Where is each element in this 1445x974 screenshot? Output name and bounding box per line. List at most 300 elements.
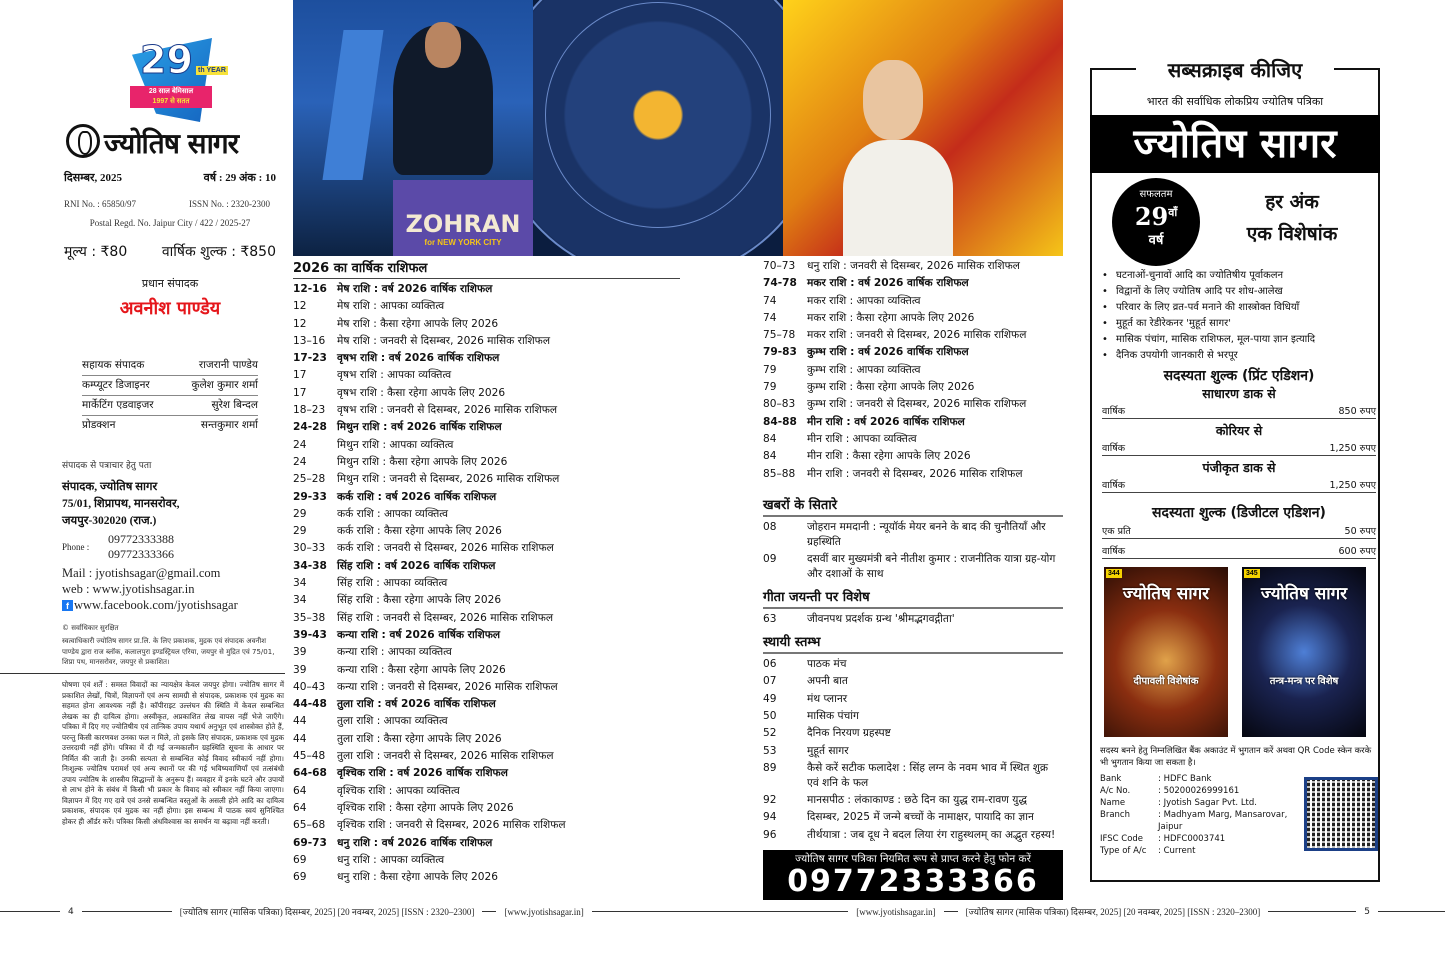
bank-row — [1100, 809, 1300, 833]
zodiac-wheel-icon — [533, 0, 783, 256]
toc-title: मकर राशि : आपका व्यक्तित्व — [807, 294, 921, 307]
toc-section-heading: गीता जयन्ती पर विशेष — [763, 583, 1063, 609]
toc-page-number: 17 — [293, 386, 307, 399]
toc-title: सिंह राशि : जनवरी से दिसम्बर, 2026 मासिक राशिफल — [337, 611, 554, 624]
toc-entry[interactable] — [293, 367, 680, 384]
toc-title: तुला राशि : वर्ष 2026 वार्षिक राशिफल — [337, 698, 496, 711]
toc-page-number: 69 — [293, 853, 307, 866]
toc-title: मेष राशि : कैसा रहेगा आपके लिए 2026 — [337, 317, 499, 330]
toc-page-number: 12 — [293, 300, 307, 313]
footer-left-web[interactable]: [www.jyotishsagar.in] — [504, 906, 584, 917]
toc-list — [763, 258, 1063, 483]
toc-title: मीन राशि : वर्ष 2026 वार्षिक राशिफल — [807, 415, 965, 428]
toc-entry[interactable] — [293, 592, 680, 609]
toc-page-number: 24 — [293, 438, 307, 451]
payment-note: सदस्य बनने हेतु निम्नलिखित बैंक अकाउंट में भुगतान करें अथवा QR Code स्केन करके भी भुगतान किया जा सकता है। — [1100, 746, 1372, 768]
toc-page-number: 69 — [293, 871, 307, 884]
bank-field-label: Bank — [1100, 774, 1122, 784]
bank-field-label: Branch — [1100, 810, 1130, 820]
toc-page-number: 69-73 — [293, 836, 327, 849]
toc-entry[interactable] — [763, 414, 1063, 431]
toc-title: मीन राशि : आपका व्यक्तित्व — [807, 432, 917, 445]
fee-price: 50 रुपए — [1344, 526, 1376, 537]
toc-page-number: 34 — [293, 577, 307, 590]
toc-entry[interactable] — [763, 327, 1063, 344]
toc-entry[interactable] — [763, 673, 1063, 690]
toc-entry[interactable] — [763, 792, 1063, 809]
divider — [1378, 911, 1445, 912]
bank-field-label: Type of A/c — [1100, 846, 1147, 856]
postal-registration: Postal Regd. No. Jaipur City / 422 / 2025-27 — [89, 218, 251, 228]
magazine-cover[interactable] — [1104, 567, 1228, 737]
toc-page-number: 74-78 — [763, 277, 797, 290]
toc-page-number: 64 — [293, 801, 307, 814]
address-line: संपादक, ज्योतिष सागर — [62, 481, 158, 493]
toc-title: मुहूर्त सागर — [807, 744, 849, 757]
toc-page-number: 70–73 — [763, 260, 796, 272]
page-number-left: 4 — [68, 906, 74, 917]
toc-page-number: 84 — [763, 450, 777, 463]
bank-field-value: : Current — [1158, 846, 1196, 856]
toc-page-number: 08 — [763, 520, 777, 533]
toc-title: सिंह राशि : कैसा रहेगा आपके लिए 2026 — [337, 594, 502, 607]
staff-role: प्रोडक्शन — [82, 419, 116, 431]
toc-page-number: 35–38 — [293, 611, 326, 624]
toc-page-number: 49 — [763, 692, 777, 705]
toc-title: कन्या राशि : वर्ष 2026 वार्षिक राशिफल — [337, 628, 501, 641]
toc-page-number: 53 — [763, 744, 777, 757]
toc-entry[interactable] — [293, 437, 680, 454]
toc-entry[interactable] — [293, 575, 680, 592]
feature-item: • घटनाओं-चुनावों आदि का ज्योतिषीय पूर्वाकलन — [1102, 268, 1377, 284]
address-heading: संपादक से पत्राचार हेतु पता — [62, 461, 152, 471]
toc-section — [763, 491, 1063, 583]
contact-block — [62, 532, 284, 613]
toc-title: अपनी बात — [807, 675, 848, 688]
toc-page-number: 17-23 — [293, 352, 327, 365]
divider — [82, 911, 172, 912]
toc-entry[interactable] — [763, 551, 1063, 583]
toc-page-number: 74 — [763, 311, 777, 324]
toc-title: मकर राशि : कैसा रहेगा आपके लिए 2026 — [807, 311, 975, 324]
toc-entry[interactable] — [763, 258, 1063, 275]
staff-row — [82, 396, 258, 416]
toc-page-number: 06 — [763, 658, 777, 671]
toc-entry[interactable] — [293, 523, 680, 540]
toc-entry[interactable] — [293, 506, 680, 523]
registration-info — [64, 199, 270, 209]
toc-entry[interactable] — [763, 448, 1063, 465]
toc-title: कुम्भ राशि : आपका व्यक्तित्व — [807, 363, 921, 376]
phone-label: Phone : — [62, 542, 90, 552]
toc-page-number: 84-88 — [763, 415, 797, 428]
toc-page-number: 13–16 — [293, 334, 326, 347]
qr-code[interactable] — [1304, 777, 1378, 851]
toc-page-number: 92 — [763, 793, 777, 806]
issue-date: दिसम्बर, 2025 — [64, 172, 122, 184]
anniversary-since: 1997 से सतत — [152, 98, 190, 105]
anniversary-badge — [126, 38, 236, 122]
toc-section — [763, 628, 1063, 844]
toc-entry[interactable] — [763, 725, 1063, 742]
circle-number: 29 — [1134, 202, 1169, 231]
toc-entry[interactable] — [293, 350, 680, 367]
digital-fee-heading: सदस्यता शुल्क (डिजीटल एडिशन) — [1152, 505, 1326, 521]
photo-zodiac-wheel — [533, 0, 783, 256]
toc-entry[interactable] — [293, 610, 680, 627]
circle-suffix: वाँ — [1168, 206, 1178, 219]
bank-row — [1100, 797, 1300, 809]
slogan-line: एक विशेषांक — [1246, 223, 1338, 245]
toc-page-number: 29 — [293, 525, 307, 538]
campaign-sign — [393, 180, 533, 256]
toc-page-number: 84 — [763, 432, 777, 445]
anniversary-year — [196, 66, 228, 75]
slogan — [1212, 186, 1372, 250]
toc-entry[interactable] — [763, 396, 1063, 413]
toc-section-heading: स्थायी स्तम्भ — [763, 628, 1063, 654]
toc-page-number: 65–68 — [293, 819, 326, 832]
toc-title: वृश्चिक राशि : कैसा रहेगा आपके लिए 2026 — [337, 801, 514, 814]
delivery-mode: कोरियर से — [1215, 423, 1263, 438]
toc-title: पाठक मंच — [807, 658, 847, 671]
toc-entry[interactable] — [293, 696, 680, 713]
toc-section — [763, 583, 1063, 628]
fee-row — [1102, 402, 1376, 419]
toc-entry[interactable] — [293, 489, 680, 506]
copyright-label: © सर्वाधिकार सुरक्षित — [62, 624, 119, 632]
toc-entry[interactable] — [763, 827, 1063, 844]
cover-issue-number: 344 — [1108, 570, 1120, 577]
logo-text: ज्योतिष सागर — [104, 127, 239, 160]
toc-title: धनु राशि : कैसा रहेगा आपके लिए 2026 — [337, 871, 498, 884]
toc-title: कन्या राशि : जनवरी से दिसम्बर, 2026 मासिक राशिफल — [337, 680, 558, 693]
bank-row — [1100, 845, 1300, 857]
fee-price: 1,250 रुपए — [1329, 480, 1376, 491]
toc-entry[interactable] — [293, 748, 680, 765]
cover-title: ज्योतिष सागर — [1260, 584, 1348, 604]
toc-entry[interactable] — [763, 691, 1063, 708]
toc-page-number: 74 — [763, 294, 777, 307]
annual-fee: वार्षिक शुल्क : ₹850 — [161, 244, 276, 260]
circle-top-text: सफलतम — [1139, 189, 1173, 200]
toc-title: जोहरान ममदानी : न्यूयॉर्क मेयर बनने के बाद की चुनौतियाँ और ग्रहस्थिति — [807, 520, 1046, 548]
toc-entry[interactable] — [293, 852, 680, 869]
toc-page-number: 30–33 — [293, 542, 326, 555]
toc-entry[interactable] — [293, 869, 680, 886]
bank-field-value: : Jyotish Sagar Pvt. Ltd. — [1158, 798, 1257, 808]
toc-list — [763, 519, 1063, 583]
toc-list — [763, 656, 1063, 844]
fee-label: वार्षिक — [1102, 480, 1125, 491]
anniversary-number: 29 — [140, 38, 193, 82]
toc-title: वृश्चिक राशि : जनवरी से दिसम्बर, 2026 मासिक राशिफल — [337, 819, 566, 832]
toc-page-number: 07 — [763, 675, 777, 688]
toc-entry[interactable] — [293, 731, 680, 748]
toc-entry[interactable] — [763, 743, 1063, 760]
toc-page-number: 29 — [293, 507, 307, 520]
toc-page-number: 79 — [763, 381, 777, 394]
bank-field-label: Name — [1100, 798, 1126, 808]
toc-title: वृषभ राशि : वर्ष 2026 वार्षिक राशिफल — [337, 352, 500, 365]
issn-number: ISSN No. : 2320-2300 — [188, 199, 270, 209]
toc-entry[interactable] — [763, 431, 1063, 448]
email-link[interactable]: Mail : jyotishsagar@gmail.com — [62, 566, 221, 580]
toc-entry[interactable] — [763, 275, 1063, 292]
toc-entry[interactable] — [293, 800, 680, 817]
toc-title: कर्क राशि : आपका व्यक्तित्व — [337, 507, 448, 520]
phone-number[interactable]: 09772333366 — [108, 547, 174, 561]
subscription-box — [1090, 58, 1380, 882]
toc-entry[interactable] — [293, 765, 680, 782]
toc-entry[interactable] — [763, 708, 1063, 725]
toc-entry[interactable] — [293, 627, 680, 644]
bank-field-label: IFSC Code — [1100, 834, 1144, 844]
toc-title: कन्या राशि : कैसा रहेगा आपके लिए 2026 — [337, 663, 506, 676]
flag — [322, 30, 383, 180]
toc-page-number: 85–88 — [763, 467, 796, 480]
fee-row — [1102, 542, 1376, 559]
toc-title: मंथ प्लानर — [807, 692, 848, 705]
toc-entry[interactable] — [763, 344, 1063, 361]
staff-role: कम्प्यूटर डिजाइनर — [82, 379, 150, 391]
toc-page-number: 39 — [293, 663, 307, 676]
subscription-details — [1102, 268, 1377, 857]
toc-page-number: 09 — [763, 552, 777, 565]
staff-list — [82, 356, 258, 435]
toc-page-number: 44-48 — [293, 698, 327, 711]
issue-price: मूल्य : ₹80 — [64, 244, 128, 260]
toc-entry[interactable] — [763, 656, 1063, 673]
fee-row — [1102, 476, 1376, 493]
toc-entry[interactable] — [293, 281, 680, 298]
toc-section-heading: खबरों के सितारे — [763, 491, 1063, 517]
footer-left-text: [ज्योतिष सागर (मासिक पत्रिका) दिसम्बर, 2025] [20 नवम्बर, 2025] [ISSN : 2320–2300] — [179, 907, 475, 917]
subscribe-tagline: भारत की सर्वाधिक लोकप्रिय ज्योतिष पत्रिका — [1146, 95, 1324, 108]
divider — [0, 911, 60, 912]
toc-entry[interactable] — [293, 817, 680, 834]
toc-page-number: 18–23 — [293, 404, 326, 417]
facebook-link[interactable]: www.facebook.com/jyotishsagar — [74, 598, 238, 612]
toc-title: मेष राशि : वर्ष 2026 वार्षिक राशिफल — [337, 283, 493, 295]
bank-field-label: A/c No. — [1100, 786, 1131, 796]
toc-title: मिथुन राशि : वर्ष 2026 वार्षिक राशिफल — [337, 421, 502, 434]
bank-row — [1100, 833, 1300, 845]
toc-title: सिंह राशि : आपका व्यक्तित्व — [337, 577, 448, 590]
toc-page-number: 39 — [293, 646, 307, 659]
toc-page-number: 79-83 — [763, 346, 797, 359]
toc-title: मिथुन राशि : आपका व्यक्तित्व — [337, 438, 454, 451]
toc-page-number: 79 — [763, 363, 777, 376]
toc-entry[interactable] — [763, 760, 1063, 792]
toc-page-number: 63 — [763, 612, 777, 625]
figure-face — [863, 60, 923, 140]
anniversary-tagline: 28 साल बेमिसाल — [148, 88, 194, 95]
staff-name: कुलेश कुमार शर्मा — [191, 379, 258, 391]
figure-body — [843, 140, 953, 256]
toc-title: कर्क राशि : वर्ष 2026 वार्षिक राशिफल — [337, 490, 497, 503]
toc-entry[interactable] — [293, 471, 680, 488]
price-info — [64, 242, 276, 261]
toc-entry[interactable] — [763, 379, 1063, 396]
footer-right-web[interactable]: [www.jyotishsagar.in] — [856, 906, 936, 917]
bank-field-value: : HDFC0003741 — [1158, 834, 1226, 844]
toc-title: जीवनपथ प्रदर्शक ग्रन्थ 'श्रीमद्भगवद्गीता' — [807, 612, 955, 625]
toc-title: मेष राशि : आपका व्यक्तित्व — [337, 300, 445, 313]
feature-list — [1102, 268, 1377, 364]
toc-entry[interactable] — [763, 611, 1063, 628]
toc-title: मीन राशि : जनवरी से दिसम्बर, 2026 मासिक राशिफल — [807, 467, 1023, 480]
page-number-right: 5 — [1364, 906, 1370, 917]
toc-list — [763, 611, 1063, 628]
toc-entry[interactable] — [293, 316, 680, 333]
toc-page-number: 80–83 — [763, 398, 796, 411]
fee-table — [1102, 366, 1376, 559]
toc-page-number: 29-33 — [293, 490, 327, 503]
disclaimer-text: घोषणा एवं शर्तें : समस्त विवादों का न्यायक्षेत्र केवल जयपुर होगा। ज्योतिष सागर में प्रकाशित लेखों, चित्रों, विज्ञापनों एवं अन्य सामग्री से संपादक, प्रकाशक एवं मुद्रक का सहमत होना आवश्यक नहीं है। कॉपीराइट उल्लंघन की स्थिति में केवल सम्बन्धित लेखक का ही दायित्व होगा। अस्वीकृत, अप्रकाशित लेख वापस नहीं भेजे जाएँगे। पत्रिका में दिए गए ज्योतिषीय एवं तान्त्रिक उपाय यथार्थ अनुभूत एवं शास्त्रोक्त होते हैं, परन्तु किसी कारणवश उनका फल न मिले, तो इसके लिए संपादक, प्रकाशक एवं मुद्रक उत्तरदायी नहीं होंगे। पत्रिका में दी गई जन्मकालीन ग्रहस्थिति सूचना के आधार पर निर्मित की जाती है। उनकी सत्यता से सम्बन्धित कोई विवाद स्वीकार्य नहीं होगा। निःशुल्क ज्योतिष परामर्श एवं अन्य स्थानों पर की गई भविष्यवाणियाँ एवं तत्संबंधी उपाय ज्योतिष के शास्त्रीय सिद्धान्तों के अनुरूप हैं। व्यवहार में इनके घटने और उपायों से लाभ होने के संबंध में किसी भी प्रकार के विवाद को स्वीकार नहीं किया जाएगा। विज्ञापन में दिए गए दावे एवं उनसे सम्बन्धित वस्तुओं के असली होने आदि का दायित्व प्रकाशक, संपादक एवं मुद्रक का नहीं होगा। इस सम्बन्ध में पाठक स्वयं सुनिश्चित होकर ही ऑर्डर करें। पत्रिका किसी अंधविश्वास का समर्थन या बढ़ावा नहीं करती। — [62, 680, 284, 826]
subscribe-call-banner — [763, 850, 1063, 900]
toc-page-number: 12 — [293, 317, 307, 330]
toc-entry[interactable] — [293, 558, 680, 575]
toc-entry[interactable] — [293, 835, 680, 852]
bank-field-value: : HDFC Bank — [1158, 774, 1212, 784]
toc-title: मकर राशि : जनवरी से दिसम्बर, 2026 मासिक राशिफल — [807, 329, 1027, 342]
divider — [482, 911, 496, 912]
divider — [0, 673, 285, 675]
editor-address — [62, 479, 284, 530]
address-line: 75/01, शिप्रापथ, मानसरोवर, — [62, 498, 180, 510]
toc-sections — [763, 491, 1063, 844]
cover-issue-number: 345 — [1246, 570, 1258, 577]
toc-title: धनु राशि : आपका व्यक्तित्व — [337, 853, 445, 866]
feature-item: • विद्वानों के लिए ज्योतिष आदि पर शोध-आलेख — [1102, 284, 1377, 300]
anniversary-suffix: th — [198, 67, 205, 74]
toc-entry[interactable] — [763, 362, 1063, 379]
phone-number[interactable]: 09772333388 — [108, 532, 174, 546]
toc-list — [293, 281, 680, 886]
toc-entry[interactable] — [763, 310, 1063, 327]
fee-price: 600 रुपए — [1338, 546, 1376, 557]
magazine-cover[interactable] — [1242, 567, 1366, 737]
chief-editor-name: अवनीश पाण्डेय — [119, 298, 221, 319]
toc-entry[interactable] — [293, 333, 680, 350]
toc-title: मासिक पंचांग — [807, 710, 859, 723]
copyright-text: स्वत्वाधिकारी ज्योतिष सागर प्रा.लि. के लिए प्रकाशक, मुद्रक एवं संपादक अवनीश पाण्डेय द्वारा राज ब्लॉक, कलालपुरा इण्डस्ट्रियल एरिया, जयपुर से मुद्रित एवं 75/01, शिप्रा पथ, मानसरोवर, जयपुर से प्रकाशित। — [62, 637, 275, 666]
cover-title: ज्योतिष सागर — [1122, 584, 1210, 604]
website-link[interactable]: web : www.jyotishsagar.in — [62, 582, 195, 596]
toc-entry[interactable] — [763, 519, 1063, 551]
toc-title: कुम्भ राशि : कैसा रहेगा आपके लिए 2026 — [807, 381, 975, 394]
address-line: जयपुर-302020 (राज.) — [62, 515, 157, 527]
toc-page-number: 94 — [763, 811, 777, 824]
brand-banner: ज्योतिष सागर — [1090, 115, 1380, 173]
toc-title: तीर्थयात्रा : जब दूध ने बदल लिया रंग राहुस्थलम् का अद्भुत रहस्य! — [807, 828, 1056, 841]
slogan-line: हर अंक — [1265, 191, 1319, 213]
bank-row — [1100, 773, 1300, 785]
toc-title: वृषभ राशि : कैसा रहेगा आपके लिए 2026 — [337, 386, 506, 399]
toc-title: मेष राशि : जनवरी से दिसम्बर, 2026 मासिक राशिफल — [337, 334, 551, 347]
toc-title: वृश्चिक राशि : आपका व्यक्तित्व — [337, 784, 460, 797]
cover-photos — [293, 0, 1063, 256]
toc-title: दैनिक निरयण ग्रहस्पष्ट — [807, 727, 891, 740]
toc-title: कैसे करें सटीक फलादेश : सिंह लग्न के नवम भाव में स्थित शुक्र एवं शनि के फल — [807, 761, 1049, 789]
toc-title: तुला राशि : कैसा रहेगा आपके लिए 2026 — [337, 732, 502, 745]
toc-entry[interactable] — [293, 454, 680, 471]
toc-page-number: 34-38 — [293, 559, 327, 572]
toc-title: धनु राशि : जनवरी से दिसम्बर, 2026 मासिक राशिफल — [807, 260, 1020, 272]
toc-entry[interactable] — [293, 402, 680, 419]
toc-title: मानसपीठ : लंकाकाण्ड : छठे दिन का युद्ध राम-रावण युद्ध — [807, 793, 1027, 806]
toc-page-number: 25–28 — [293, 473, 326, 486]
toc-page-number: 45–48 — [293, 750, 326, 763]
toc-entry[interactable] — [293, 713, 680, 730]
call-number[interactable]: 09772333366 — [787, 863, 1039, 899]
divider — [592, 911, 848, 912]
toc-title: वृषभ राशि : आपका व्यक्तित्व — [337, 369, 452, 382]
toc-entry[interactable] — [293, 385, 680, 402]
toc-title: मीन राशि : कैसा रहेगा आपके लिए 2026 — [807, 450, 971, 463]
toc-heading: 2026 का वार्षिक राशिफल — [293, 258, 680, 279]
staff-name: सुरेश बिन्दल — [211, 399, 258, 411]
issue-volume: वर्ष : 29 अंक : 10 — [203, 172, 276, 184]
toc-title: वृश्चिक राशि : वर्ष 2026 वार्षिक राशिफल — [337, 767, 508, 780]
anniversary-ribbon — [130, 86, 212, 108]
anniversary-year-label: YEAR — [206, 67, 226, 74]
toc-title: तुला राशि : जनवरी से दिसम्बर, 2026 मासिक राशिफल — [337, 750, 554, 763]
feature-item: • दैनिक उपयोगी जानकारी से भरपूर — [1102, 348, 1377, 364]
toc-entry[interactable] — [293, 662, 680, 679]
sign-subtext: for NEW YORK CITY — [424, 238, 502, 247]
bank-details — [1100, 745, 1378, 857]
bank-field-value: : Madhyam Marg, Mansarovar, Jaipur — [1158, 810, 1288, 832]
toc-entry[interactable] — [293, 298, 680, 315]
page-footer — [0, 905, 1445, 918]
toc-page-number: 96 — [763, 828, 777, 841]
call-text: ज्योतिष सागर पत्रिका नियमित रूप से प्राप्त करने हेतु फोन करें — [795, 852, 1031, 865]
fee-label: वार्षिक — [1102, 546, 1125, 557]
toc-entry[interactable] — [293, 783, 680, 800]
toc-title: सिंह राशि : वर्ष 2026 वार्षिक राशिफल — [337, 559, 496, 572]
fee-price: 850 रुपए — [1338, 406, 1376, 417]
toc-title: कर्क राशि : कैसा रहेगा आपके लिए 2026 — [337, 525, 502, 538]
toc-page-number: 89 — [763, 761, 777, 774]
toc-title: तुला राशि : आपका व्यक्तित्व — [337, 715, 448, 728]
toc-entry[interactable] — [763, 293, 1063, 310]
bank-field-value: : 50200026999161 — [1158, 786, 1240, 796]
rni-number: RNI No. : 65850/97 — [64, 199, 136, 209]
feature-item: • मासिक पंचांग, मासिक राशिफल, मूल-पाया ज्ञान इत्यादि — [1102, 332, 1377, 348]
toc-entry[interactable] — [293, 644, 680, 661]
bank-list — [1100, 773, 1300, 857]
toc-title: मिथुन राशि : कैसा रहेगा आपके लिए 2026 — [337, 455, 508, 468]
staff-role: मार्केटिंग एडवाइजर — [82, 399, 154, 411]
speaker-head — [425, 22, 461, 68]
toc-entry[interactable] — [763, 466, 1063, 483]
toc-entry[interactable] — [293, 540, 680, 557]
bank-row — [1100, 785, 1300, 797]
toc-page-number: 39-43 — [293, 628, 327, 641]
toc-page-number: 24 — [293, 455, 307, 468]
toc-page-number: 17 — [293, 369, 307, 382]
toc-entry[interactable] — [293, 679, 680, 696]
masthead-logo — [60, 32, 280, 162]
toc-page-number: 24-28 — [293, 421, 327, 434]
contact-and-legal — [62, 458, 284, 827]
toc-title: दसवीं बार मुख्यमंत्री बने नीतीश कुमार : राजनीतिक यात्रा ग्रह-योग और दशाओं के साथ — [807, 552, 1056, 580]
cover-caption: दीपावली विशेषांक — [1133, 676, 1199, 687]
toc-entry[interactable] — [763, 809, 1063, 826]
toc-entry[interactable] — [293, 419, 680, 436]
